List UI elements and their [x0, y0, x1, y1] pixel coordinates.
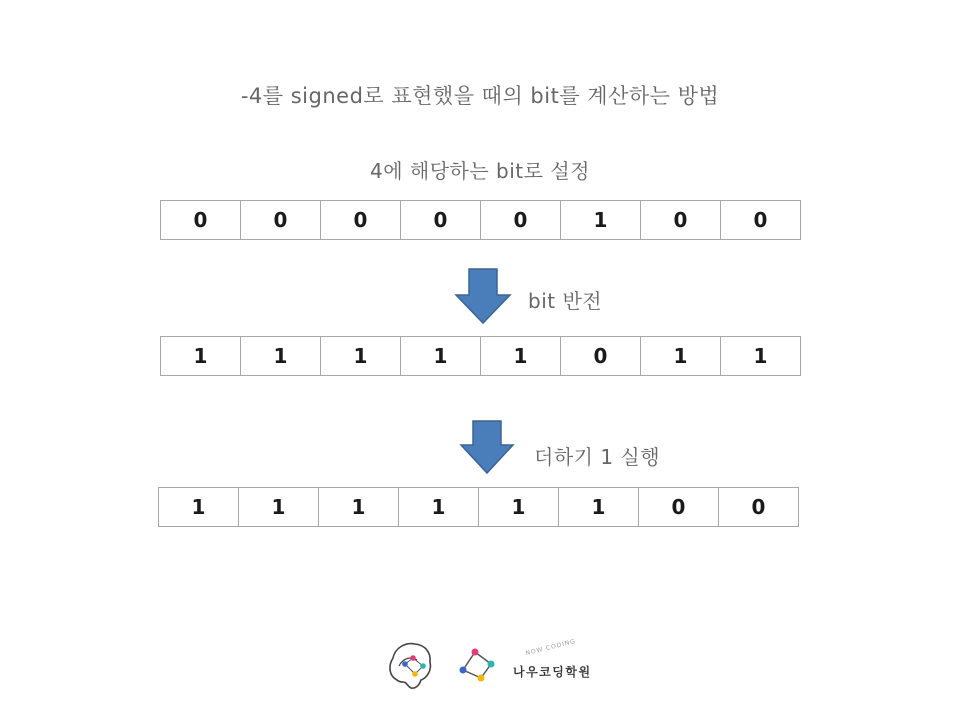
bit-cell: 1: [159, 487, 239, 527]
bit-cell: 1: [401, 336, 481, 376]
bit-cell: 0: [719, 487, 799, 527]
brand-name: 나우코딩학원: [513, 665, 592, 679]
bit-cell: 1: [241, 336, 321, 376]
bit-cell: 0: [481, 200, 561, 240]
bit-cell: 0: [401, 200, 481, 240]
bit-cell: 1: [559, 487, 639, 527]
bit-cell: 1: [161, 336, 241, 376]
page-title: -4를 signed로 표현했을 때의 bit를 계산하는 방법: [240, 84, 720, 108]
down-arrow-icon: [453, 267, 513, 327]
bit-cell: 1: [641, 336, 721, 376]
invert-step-label: bit 반전: [528, 289, 603, 313]
subtitle: 4에 해당하는 bit로 설정: [370, 159, 590, 183]
bit-cell: 1: [239, 487, 319, 527]
down-arrow-shape: [456, 269, 510, 323]
bit-cell: 0: [321, 200, 401, 240]
bit-cell: 0: [721, 200, 801, 240]
bit-cell: 1: [319, 487, 399, 527]
bit-cell: 0: [561, 336, 641, 376]
bit-cell: 0: [639, 487, 719, 527]
add-one-step-label: 더하기 1 실행: [534, 445, 661, 469]
brand-tagline: NOW CODING: [524, 637, 577, 658]
brand-logo: [385, 636, 605, 692]
bit-cell: 1: [481, 336, 561, 376]
down-arrow-icon: [458, 419, 516, 477]
bit-cell: 1: [721, 336, 801, 376]
bit-cell: 1: [321, 336, 401, 376]
bit-cell: 0: [161, 200, 241, 240]
bit-cell: 1: [479, 487, 559, 527]
bit-row-inverted: [160, 336, 801, 376]
bit-cell: 0: [241, 200, 321, 240]
bit-row-original: [160, 200, 801, 240]
bit-cell: 0: [641, 200, 721, 240]
down-arrow-shape: [461, 421, 513, 473]
brain-logo-icon: [385, 636, 437, 692]
bit-cell: 1: [399, 487, 479, 527]
bit-cell: 1: [561, 200, 641, 240]
bit-row-result: [158, 487, 799, 527]
network-logo-icon: [457, 644, 501, 688]
